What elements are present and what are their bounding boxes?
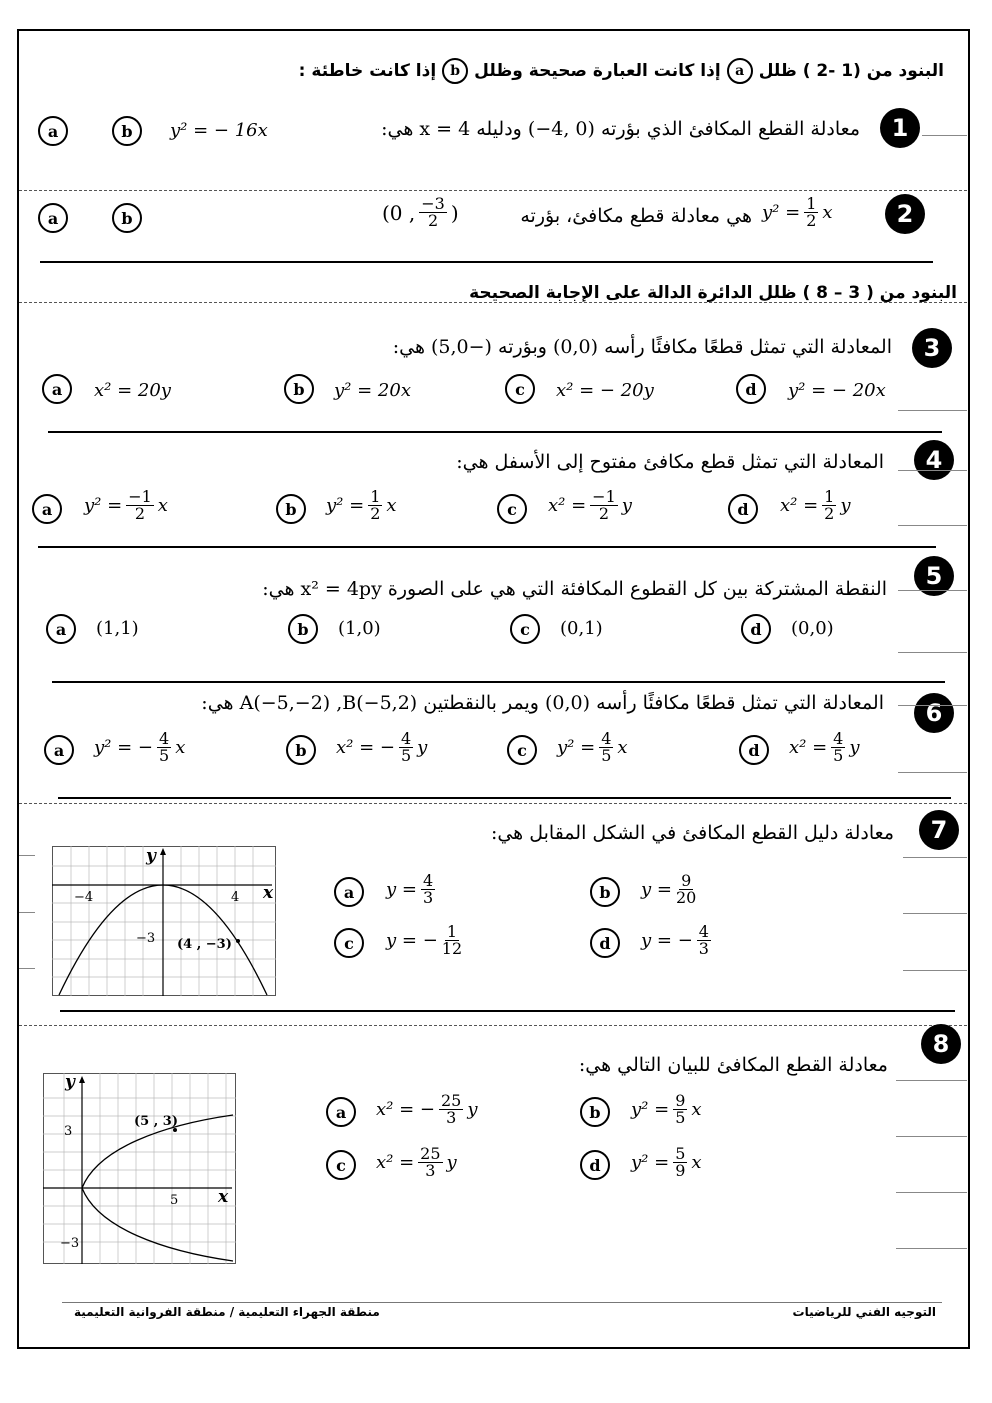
question-7-answer-c (386, 924, 462, 957)
question-8-answer-c (376, 1146, 457, 1179)
answer-lhs: x² = (789, 737, 828, 758)
answer-lhs: y = (641, 879, 672, 900)
question-3-answer-d: y² = − 20x (788, 380, 886, 401)
question-8-option-b[interactable]: b (580, 1097, 610, 1127)
section1-header (299, 58, 944, 84)
answer-var: x (691, 1152, 702, 1173)
divider (19, 1025, 967, 1026)
question-number-7: 7 (919, 810, 959, 850)
answer-lhs: x² = (548, 495, 587, 516)
answer-var: x (386, 495, 397, 516)
question-number-8: 8 (921, 1024, 961, 1064)
question-2-focus-num: −3 (421, 194, 445, 213)
question-8-graph (43, 1073, 236, 1264)
divider (60, 1010, 955, 1012)
question-7-graph (52, 846, 276, 996)
answer-line (903, 857, 967, 858)
answer-lhs: y² = (84, 495, 123, 516)
answer-den: 3 (698, 939, 709, 958)
answer-line (898, 410, 967, 411)
answer-var: x (617, 737, 628, 758)
answer-num: 5 (675, 1144, 686, 1163)
question-2-focus-prefix: (0 , (382, 200, 416, 225)
question-2-focus-den: 2 (427, 211, 439, 230)
answer-den: 2 (824, 504, 835, 523)
question-6-option-b[interactable]: b (286, 735, 316, 765)
question-7-option-b[interactable]: b (590, 877, 620, 907)
margin-line (19, 968, 35, 969)
answer-lhs: y² = − (94, 737, 153, 758)
question-2-statement (762, 196, 833, 229)
question-4-answer-d (780, 489, 851, 522)
answer-num: 4 (698, 922, 709, 941)
answer-num: 4 (601, 729, 612, 748)
question-7-option-a[interactable]: a (334, 877, 364, 907)
section1-header-mid: إذا كانت العبارة صحيحة وظلل (474, 61, 721, 81)
answer-line (898, 590, 967, 591)
question-7-option-d[interactable]: d (590, 928, 620, 958)
question-4-answer-a (84, 489, 168, 522)
answer-line (898, 470, 967, 471)
x-axis-label: x (218, 1187, 229, 1207)
section1-header-prefix: البنود من (1 -2 ) ظلل (758, 61, 944, 81)
question-5-answer-d: (0,0) (791, 618, 834, 639)
section1-header-end: إذا كانت خاطئة : (298, 61, 437, 81)
footer-rule (62, 1302, 942, 1303)
margin-line (19, 855, 35, 856)
answer-num: 4 (159, 729, 170, 748)
answer-num: 4 (400, 729, 412, 748)
question-6-answer-c (557, 731, 628, 764)
answer-var: y (446, 1152, 457, 1173)
question-4-option-d[interactable]: d (728, 494, 758, 524)
answer-num: 25 (420, 1144, 441, 1163)
answer-lhs: y² = (631, 1099, 670, 1120)
question-2-option-a[interactable]: a (38, 203, 68, 233)
answer-den: 5 (400, 746, 412, 765)
point-marker (236, 939, 240, 943)
question-3-answer-c: x² = − 20y (556, 380, 654, 401)
question-8-text: معادلة القطع المكافئ للبيان التالي هي: (578, 1054, 888, 1076)
answer-den: 5 (675, 1108, 686, 1127)
tick-label-y-top: 3 (64, 1124, 73, 1139)
answer-lhs: y = − (641, 930, 693, 951)
question-3-answer-a: x² = 20y (94, 380, 171, 401)
answer-den: 2 (370, 504, 381, 523)
question-4-text: المعادلة التي تمثل قطع مكافئ مفتوح إلى الأسفل هي: (456, 451, 884, 473)
question-number-5: 5 (914, 556, 954, 596)
question-2-focus-suffix: ) (450, 200, 459, 225)
question-8-option-a[interactable]: a (326, 1097, 356, 1127)
answer-lhs: y² = (326, 495, 365, 516)
answer-num: 4 (422, 871, 434, 890)
answer-den: 3 (425, 1161, 436, 1180)
answer-var: x (157, 495, 168, 516)
answer-line (898, 772, 967, 773)
answer-den: 5 (159, 746, 170, 765)
answer-line (898, 525, 967, 526)
answer-var: y (849, 737, 860, 758)
divider (19, 190, 967, 191)
question-2-var: x (822, 202, 833, 223)
answer-lhs: x² = − (336, 737, 395, 758)
answer-num: 1 (446, 922, 458, 941)
question-2-option-b[interactable]: b (112, 203, 142, 233)
tick-label-y: −3 (136, 931, 156, 946)
section-divider (40, 261, 933, 263)
question-number-2: 2 (885, 194, 925, 234)
answer-num: 9 (681, 871, 692, 890)
question-2-focus (382, 196, 459, 229)
tick-label-left: −4 (74, 890, 94, 905)
question-4-answer-c (548, 489, 632, 522)
divider (38, 546, 936, 548)
question-6-option-c[interactable]: c (507, 735, 537, 765)
question-4-option-a[interactable]: a (32, 494, 62, 524)
question-5-option-d[interactable]: d (741, 614, 771, 644)
answer-line (922, 135, 967, 136)
answer-den: 3 (446, 1108, 457, 1127)
question-2-lhs: y² = (762, 202, 801, 223)
footer-right: التوجيه الفني للرياضيات (792, 1305, 936, 1319)
answer-line (903, 970, 967, 971)
answer-num: 9 (675, 1091, 686, 1110)
question-8-option-d[interactable]: d (580, 1150, 610, 1180)
question-2-den: 2 (806, 211, 817, 230)
question-4-option-c[interactable]: c (497, 494, 527, 524)
answer-lhs: y² = (631, 1152, 670, 1173)
question-3-option-d[interactable]: d (736, 374, 766, 404)
question-1-text: معادلة القطع المكافئ الذي بؤرته (0 ,4−) ودليله x = 4 هي: (381, 118, 860, 140)
answer-den: 5 (601, 746, 612, 765)
y-axis-label: y (146, 846, 156, 866)
answer-line (896, 1192, 967, 1193)
answer-var: y (621, 495, 632, 516)
question-7-text: معادلة دليل القطع المكافئ في الشكل المقابل هي: (490, 822, 894, 844)
tick-label-x: 5 (170, 1193, 179, 1208)
answer-den: 12 (441, 939, 463, 958)
question-6-text: المعادلة التي تمثل قطعًا مكافئًا رأسه (0,0) ويمر بالنقطتين A(−5,−2) ,B(−5,2) هي: (201, 692, 884, 714)
question-1-option-b[interactable]: b (112, 116, 142, 146)
margin-line (19, 912, 35, 913)
answer-den: 5 (833, 746, 844, 765)
answer-den: 20 (675, 888, 697, 907)
graph-frame (44, 1074, 236, 1264)
question-7-answer-a (386, 873, 435, 906)
footer-left: منطقة الجهراء التعليمية / منطقة الفروانية التعليمية (74, 1305, 380, 1319)
question-8-answer-b (631, 1093, 702, 1126)
answer-var: y (840, 495, 851, 516)
answer-num: −1 (592, 487, 616, 506)
question-6-answer-a (94, 731, 185, 764)
question-3-text: المعادلة التي تمثل قطعًا مكافئًا رأسه (0,0) وبؤرته (−5,0) هي: (392, 336, 892, 358)
question-7-option-c[interactable]: c (334, 928, 364, 958)
question-4-answer-b (326, 489, 397, 522)
answer-line (898, 652, 967, 653)
question-5-option-c[interactable]: c (510, 614, 540, 644)
answer-line (896, 1136, 967, 1137)
answer-lhs: y = (386, 879, 417, 900)
question-6-answer-b (336, 731, 427, 764)
question-5-option-a[interactable]: a (46, 614, 76, 644)
question-5-text: النقطة المشتركة بين كل القطوع المكافئة التي هي على الصورة x² = 4py هي: (262, 578, 887, 600)
question-5-answer-c: (0,1) (560, 618, 603, 639)
answer-line (896, 1080, 967, 1081)
true-option-marker: a (727, 58, 753, 84)
answer-lhs: x² = (780, 495, 819, 516)
question-6-option-a[interactable]: a (44, 735, 74, 765)
answer-den: 2 (134, 504, 146, 523)
question-4-option-b[interactable]: b (276, 494, 306, 524)
question-1-statement: y² = − 16x (170, 120, 268, 141)
question-7-answer-d (641, 924, 711, 957)
answer-var: y (417, 737, 428, 758)
y-axis-label: y (65, 1073, 75, 1092)
question-number-3: 3 (912, 328, 952, 368)
section2-header: البنود من ( 3 – 8 ) ظلل الدائرة الدالة على الإجابة الصحيحة (469, 283, 957, 303)
answer-line (898, 705, 967, 706)
question-number-6: 6 (914, 693, 954, 733)
answer-var: x (175, 737, 186, 758)
divider (48, 431, 942, 433)
answer-den: 9 (675, 1161, 686, 1180)
answer-lhs: x² = (376, 1152, 415, 1173)
answer-num: 1 (370, 487, 381, 506)
question-8-option-c[interactable]: c (326, 1150, 356, 1180)
question-3-answer-b: y² = 20x (334, 380, 411, 401)
false-option-marker: b (442, 58, 468, 84)
answer-var: x (691, 1099, 702, 1120)
tick-label-right: 4 (231, 890, 240, 905)
answer-num: 1 (824, 487, 835, 506)
x-axis-label: x (263, 883, 274, 903)
answer-lhs: x² = − (376, 1099, 435, 1120)
answer-lhs: y = − (386, 930, 438, 951)
question-number-4: 4 (914, 440, 954, 480)
answer-var: y (467, 1099, 478, 1120)
divider (19, 803, 967, 804)
question-7-answer-b (641, 873, 696, 906)
question-number-1: 1 (880, 108, 920, 148)
question-3-option-c[interactable]: c (505, 374, 535, 404)
question-3-option-a[interactable]: a (42, 374, 72, 404)
answer-lhs: y² = (557, 737, 596, 758)
answer-line (903, 913, 967, 914)
question-1-option-a[interactable]: a (38, 116, 68, 146)
question-2-num: 1 (806, 194, 817, 213)
question-8-answer-d (631, 1146, 702, 1179)
answer-num: 4 (833, 729, 844, 748)
answer-num: −1 (128, 487, 152, 506)
question-6-answer-d (789, 731, 860, 764)
divider (58, 797, 951, 799)
question-5-answer-a: (1,1) (96, 618, 139, 639)
answer-den: 3 (422, 888, 434, 907)
answer-num: 25 (440, 1091, 462, 1110)
point-label: (4 , −3) (177, 937, 232, 952)
divider (52, 681, 945, 683)
question-2-text: هي معادلة قطع مكافئ، بؤرته (520, 205, 752, 227)
question-3-option-b[interactable]: b (284, 374, 314, 404)
question-5-option-b[interactable]: b (288, 614, 318, 644)
point-label: (5 , 3) (134, 1114, 178, 1129)
answer-den: 2 (598, 504, 610, 523)
graph-frame (53, 847, 276, 996)
divider (19, 302, 967, 303)
question-6-option-d[interactable]: d (739, 735, 769, 765)
question-8-answer-a (376, 1093, 478, 1126)
question-5-answer-b: (1,0) (338, 618, 381, 639)
answer-line (896, 1248, 967, 1249)
tick-label-y-bottom: −3 (60, 1236, 80, 1251)
